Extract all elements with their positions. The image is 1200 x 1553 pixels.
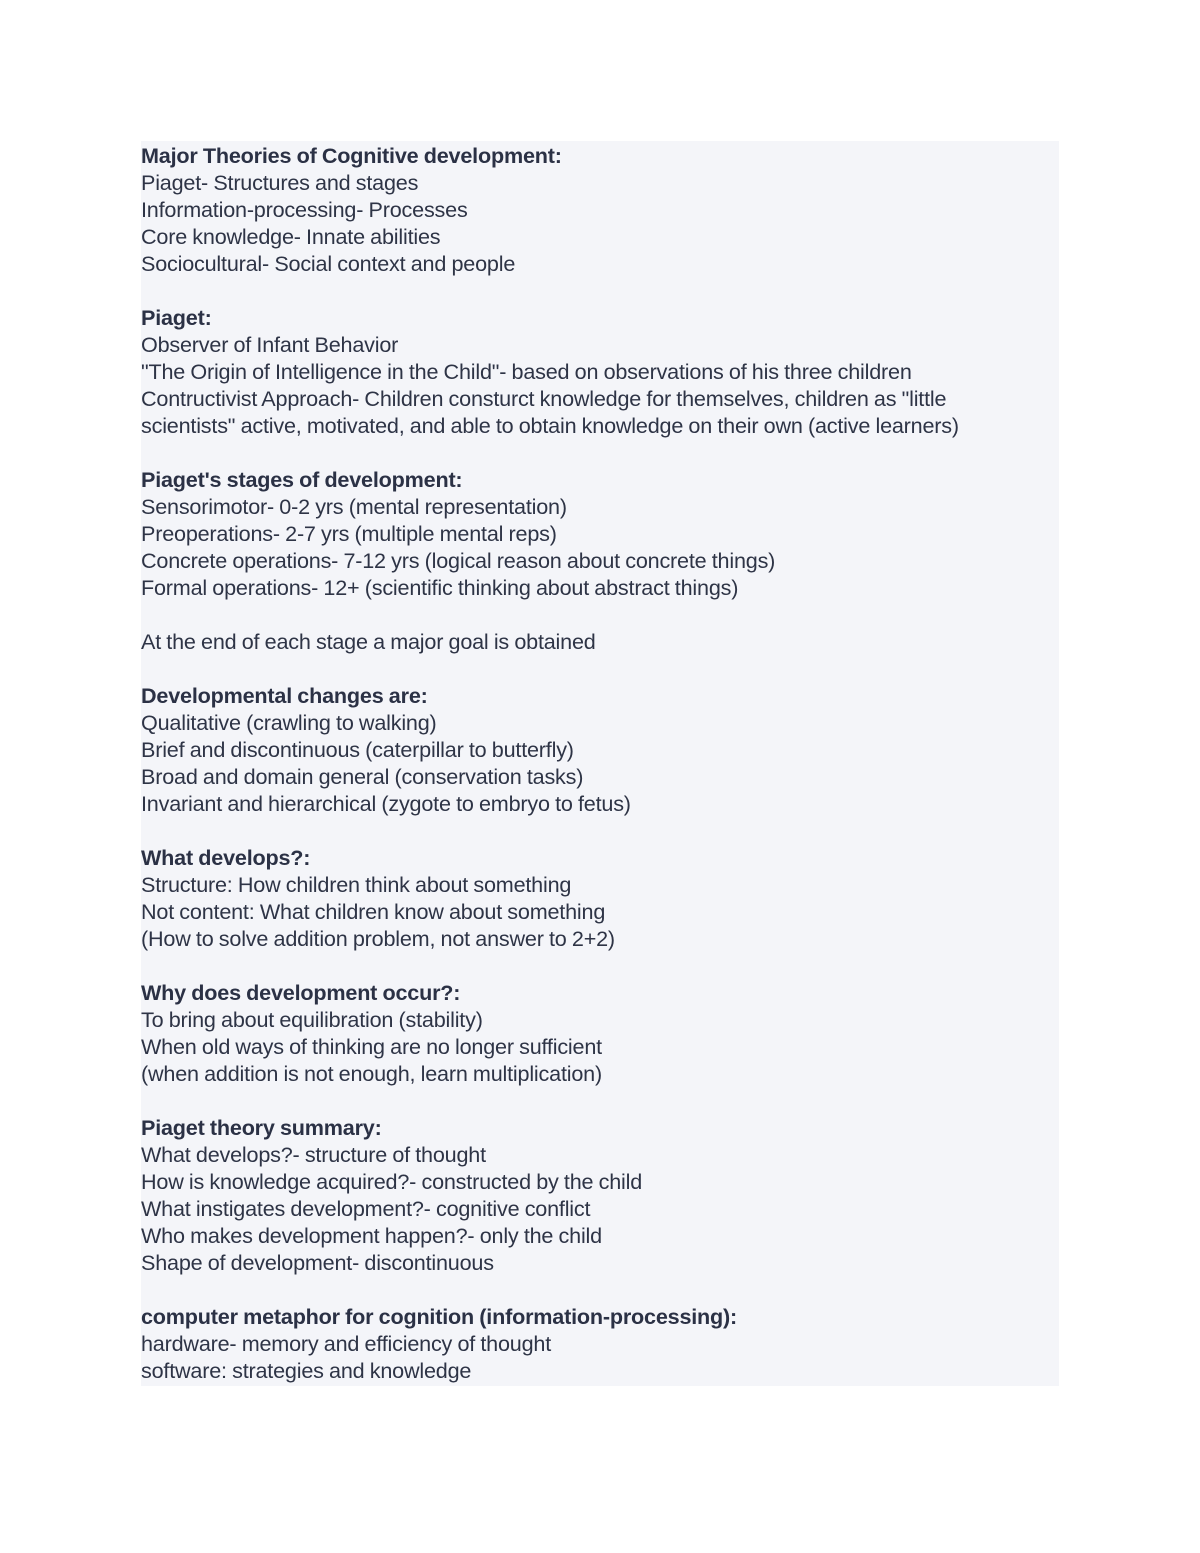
text-line: Piaget- Structures and stages: [141, 170, 419, 195]
section-heading: What develops?:: [141, 845, 311, 870]
text-line: How is knowledge acquired?- constructed by the child: [141, 1169, 643, 1194]
text-line: Observer of Infant Behavior: [141, 332, 399, 357]
text-line: Not content: What children know about something: [141, 899, 606, 924]
text-line: Sensorimotor- 0-2 yrs (mental representation): [141, 494, 567, 519]
section-stage-goal: [141, 628, 1071, 655]
text-line: At the end of each stage a major goal is obtained: [141, 629, 596, 654]
text-line: Structure: How children think about something: [141, 872, 572, 897]
text-line: What develops?- structure of thought: [141, 1142, 486, 1167]
text-line: Broad and domain general (conservation tasks): [141, 764, 584, 789]
section-heading: Piaget's stages of development:: [141, 467, 463, 492]
section-what-develops: [141, 844, 1071, 952]
text-line: "The Origin of Intelligence in the Child"- based on observations of his three children: [141, 359, 912, 384]
section-heading: Piaget theory summary:: [141, 1115, 382, 1140]
section-heading: Developmental changes are:: [141, 683, 428, 708]
text-line: Formal operations- 12+ (scientific thinking about abstract things): [141, 575, 739, 600]
section-major-theories: [141, 142, 1071, 277]
section-why-development: [141, 979, 1071, 1087]
text-line: (when addition is not enough, learn multiplication): [141, 1061, 602, 1086]
text-line: Shape of development- discontinuous: [141, 1250, 494, 1275]
text-line: Information-processing- Processes: [141, 197, 468, 222]
section-heading: Why does development occur?:: [141, 980, 461, 1005]
text-line: scientists" active, motivated, and able to obtain knowledge on their own (active learners): [141, 413, 959, 438]
text-line: Sociocultural- Social context and people: [141, 251, 516, 276]
text-line: To bring about equilibration (stability): [141, 1007, 483, 1032]
text-line: Invariant and hierarchical (zygote to embryo to fetus): [141, 791, 631, 816]
text-line: (How to solve addition problem, not answer to 2+2): [141, 926, 615, 951]
section-heading: Piaget:: [141, 305, 212, 330]
text-line: Who makes development happen?- only the child: [141, 1223, 602, 1248]
section-heading: computer metaphor for cognition (information-processing):: [141, 1304, 738, 1329]
document-body: [141, 142, 1071, 1384]
text-line: Contructivist Approach- Children consturct knowledge for themselves, children as "little: [141, 386, 947, 411]
section-computer-metaphor: [141, 1303, 1071, 1384]
text-line: Brief and discontinuous (caterpillar to butterfly): [141, 737, 574, 762]
text-line: What instigates development?- cognitive conflict: [141, 1196, 591, 1221]
text-line: Qualitative (crawling to walking): [141, 710, 437, 735]
text-line: Core knowledge- Innate abilities: [141, 224, 441, 249]
section-piaget: [141, 304, 1071, 439]
section-piaget-summary: [141, 1114, 1071, 1276]
section-developmental-changes: [141, 682, 1071, 817]
text-line: Preoperations- 2-7 yrs (multiple mental reps): [141, 521, 557, 546]
text-line: software: strategies and knowledge: [141, 1358, 472, 1383]
text-line: When old ways of thinking are no longer sufficient: [141, 1034, 602, 1059]
section-heading: Major Theories of Cognitive development:: [141, 143, 562, 168]
text-line: hardware- memory and efficiency of thought: [141, 1331, 551, 1356]
text-line: Concrete operations- 7-12 yrs (logical reason about concrete things): [141, 548, 776, 573]
section-piaget-stages: [141, 466, 1071, 601]
